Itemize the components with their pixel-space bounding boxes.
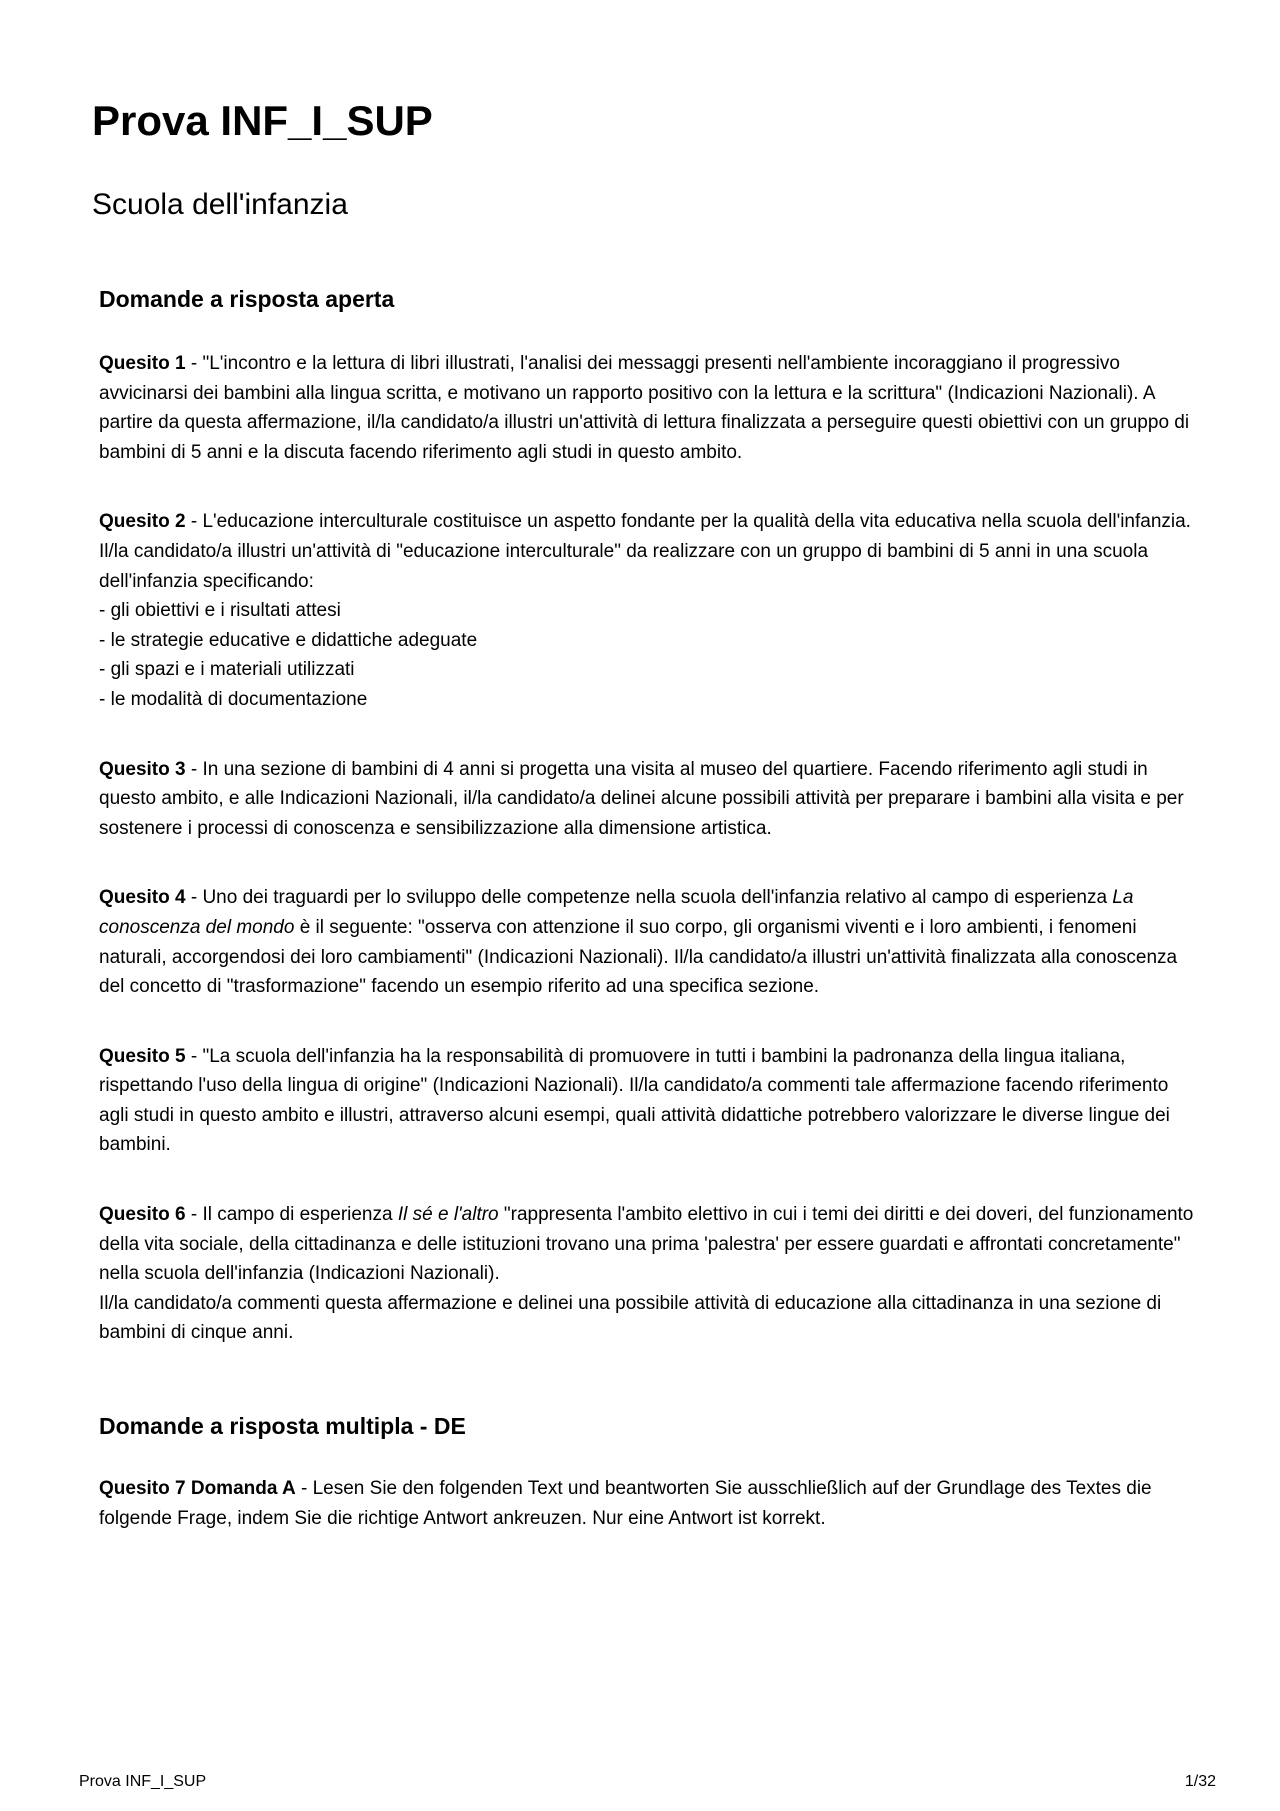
question-7 bbox=[99, 1474, 1199, 1533]
question-5-label: Quesito 5 bbox=[99, 1045, 186, 1067]
question-6-label: Quesito 6 bbox=[99, 1204, 186, 1226]
question-5 bbox=[99, 1042, 1199, 1160]
question-7-text: - Lesen Sie den folgenden Text und beantworten Sie ausschließlich auf der Grundlage des Textes die folgende Frage, indem Sie die richtige Antwort ankreuzen. Nur eine Antwort ist korrekt. bbox=[99, 1478, 1152, 1529]
page-title: Prova INF_I_SUP bbox=[92, 97, 433, 144]
question-1 bbox=[99, 349, 1199, 467]
question-2-list-item: - le strategie educative e didattiche adeguate bbox=[99, 629, 478, 651]
question-6 bbox=[99, 1200, 1199, 1348]
footer-document-title: Prova INF_I_SUP bbox=[79, 1773, 207, 1790]
question-2-text: - L'educazione interculturale costituisce un aspetto fondante per la qualità della vita educativa nella scuola dell'infanzia. Il/la candidato/a illustri un'attività di "educazione interculturale" da realizzare con un gruppo di bambini di 5 anni in una scuola dell'infanzia specificando: bbox=[99, 511, 1191, 592]
question-6-text-after: "rappresenta l'ambito elettivo in cui i temi dei diritti e dei doveri, del funzionamento della vita sociale, della cittadinanza e delle istituzioni trovano una prima 'palestra' per essere guardati e affrontati concretamente" nella scuola dell'infanzia (Indicazioni Nazionali). bbox=[99, 1204, 1194, 1285]
question-6-text-second: Il/la candidato/a commenti questa affermazione e delinei una possibile attività di educazione alla cittadinanza in una sezione di bambini di cinque anni. bbox=[99, 1292, 1162, 1344]
page-subtitle: Scuola dell'infanzia bbox=[92, 188, 348, 221]
question-3-label: Quesito 3 bbox=[99, 758, 186, 780]
document-body bbox=[99, 281, 1199, 1573]
question-6-text-before: - Il campo di esperienza bbox=[185, 1204, 398, 1226]
question-4-label: Quesito 4 bbox=[99, 887, 186, 909]
question-1-label: Quesito 1 bbox=[99, 353, 186, 374]
question-2-list-item: - gli spazi e i materiali utilizzati bbox=[99, 659, 355, 681]
question-2-list-item: - gli obiettivi e i risultati attesi bbox=[99, 600, 341, 622]
question-5-text: - "La scuola dell'infanzia ha la responsabilità di promuovere in tutti i bambini la padronanza della lingua italiana, rispettando l'uso della lingua di origine" (Indicazioni Nazionali). Il/la candidato/a commenti tale affermazione facendo riferimento agli studi in questo ambito e illustri, attraverso alcuni esempi, quali attività didattiche potrebbero valorizzare le diverse lingue dei bambini. bbox=[99, 1045, 1170, 1156]
question-1-text: - "L'incontro e la lettura di libri illustrati, l'analisi dei messaggi presenti nell'ambiente incoraggiano il progressivo avvicinarsi dei bambini alla lingua scritta, e motivano un rapporto positivo con la lettura e la scrittura" (Indicazioni Nazionali). A partire da questa affermazione, il/la candidato/a illustri un'attività di lettura finalizzata a perseguire questi obiettivi con un gruppo di bambini di 5 anni e la discuta facendo riferimento agli studi in questo ambito. bbox=[99, 353, 1190, 463]
question-4 bbox=[99, 883, 1199, 1001]
question-4-text-after: è il seguente: "osserva con attenzione il suo corpo, gli organismi viventi e i loro ambienti, i fenomeni naturali, accorgendosi dei loro cambiamenti" (Indicazioni Nazionali). Il/la candidato/a illustri un'attività finalizzata alla conoscenza del concetto di "trasformazione" facendo un esempio riferito ad una specifica sezione. bbox=[99, 916, 1178, 998]
section-heading-multiple-choice: Domande a risposta multipla - DE bbox=[99, 1413, 466, 1440]
question-7-label: Quesito 7 Domanda A bbox=[99, 1478, 296, 1500]
section-heading-open-questions: Domande a risposta aperta bbox=[99, 286, 395, 312]
question-6-italic-term: Il sé e l'altro bbox=[397, 1204, 499, 1226]
question-3 bbox=[99, 755, 1199, 844]
question-2-label: Quesito 2 bbox=[99, 511, 186, 533]
footer-page-number: 1/32 bbox=[1184, 1773, 1216, 1790]
question-4-text-before: - Uno dei traguardi per lo sviluppo delle competenze nella scuola dell'infanzia relativo al campo di esperienza bbox=[185, 887, 1113, 909]
question-3-text: - In una sezione di bambini di 4 anni si progetta una visita al museo del quartiere. Facendo riferimento agli studi in questo ambito, e alle Indicazioni Nazionali, il/la candidato/a delinei alcune possibili attività per preparare i bambini alla visita e per sostenere i processi di conoscenza e sensibilizzazione alla dimensione artistica. bbox=[99, 758, 1184, 839]
question-4-italic-term: La conoscenza del mondo bbox=[99, 887, 1134, 938]
question-2 bbox=[99, 507, 1199, 714]
question-2-list-item: - le modalità di documentazione bbox=[99, 688, 368, 710]
